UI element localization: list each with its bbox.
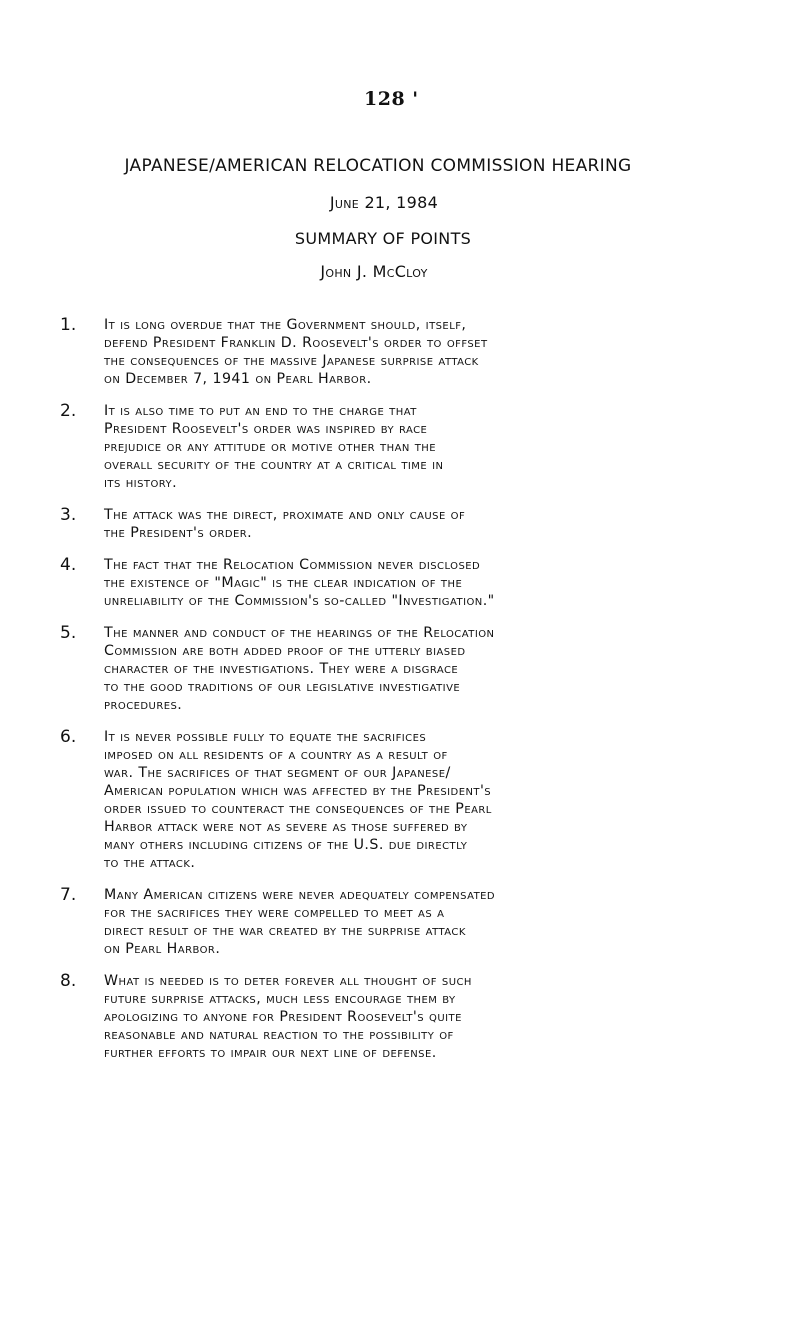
document-subtitle: SUMMARY OF POINTS — [294, 229, 472, 248]
hearing-date: June 21, 1984 — [329, 193, 439, 212]
summary-points-list — [60, 316, 750, 1076]
summary-point — [60, 316, 750, 388]
point-number: 6. — [60, 727, 77, 747]
summary-point — [60, 506, 750, 542]
author-name: John J. McCloy — [320, 262, 428, 281]
point-number: 7. — [60, 885, 77, 905]
point-number: 3. — [60, 505, 77, 525]
point-text: It is never possible fully to equate the sacrifices imposed on all residents of a country as a result of war. The sacrifices of that segment of our Japanese/ American population which was affected by the President's order issued to counteract the consequences of the Pearl Harbor attack were not as severe as those suffered by many others including citizens of the U.S. due directly to the attack. — [104, 729, 492, 871]
summary-point — [60, 624, 750, 714]
point-number: 5. — [60, 623, 77, 643]
summary-point — [60, 972, 750, 1062]
point-number: 4. — [60, 555, 77, 575]
point-text: It is long overdue that the Government should, itself, defend President Franklin D. Roosevelt's order to offset the consequences of the massive Japanese surprise attack on December 7, 1941 on Pearl Harbor. — [104, 317, 488, 387]
point-number: 2. — [60, 401, 77, 421]
point-text: Many American citizens were never adequately compensated for the sacrifices they were compelled to meet as a direct result of the war created by the surprise attack on Pearl Harbor. — [104, 887, 496, 957]
point-text: It is also time to put an end to the charge that President Roosevelt's order was inspired by race prejudice or any attitude or motive other than the overall security of the country at a critical time in its history. — [104, 403, 444, 491]
point-text: The attack was the direct, proximate and only cause of the President's order. — [104, 507, 466, 541]
point-text: What is needed is to deter forever all thought of such future surprise attacks, much less encourage them by apologizing to anyone for President Roosevelt's quite reasonable and natural reaction to the possibility of further efforts to impair our next line of defense. — [104, 973, 472, 1061]
summary-point — [60, 886, 750, 958]
point-text: The fact that the Relocation Commission never disclosed the existence of "Magic" is the clear indication of the unreliability of the Commission's so-called "Investigation." — [104, 557, 495, 609]
document-title: JAPANESE/AMERICAN RELOCATION COMMISSION HEARING — [124, 156, 632, 176]
point-text: The manner and conduct of the hearings of the Relocation Commission are both added proof of the utterly biased character of the investigations. They were a disgrace to the good traditions of our legislative investigative procedures. — [104, 625, 495, 713]
page-number: 128 ' — [364, 88, 419, 110]
point-number: 8. — [60, 971, 77, 991]
summary-point — [60, 728, 750, 872]
summary-point — [60, 556, 750, 610]
summary-point — [60, 402, 750, 492]
point-number: 1. — [60, 315, 77, 335]
